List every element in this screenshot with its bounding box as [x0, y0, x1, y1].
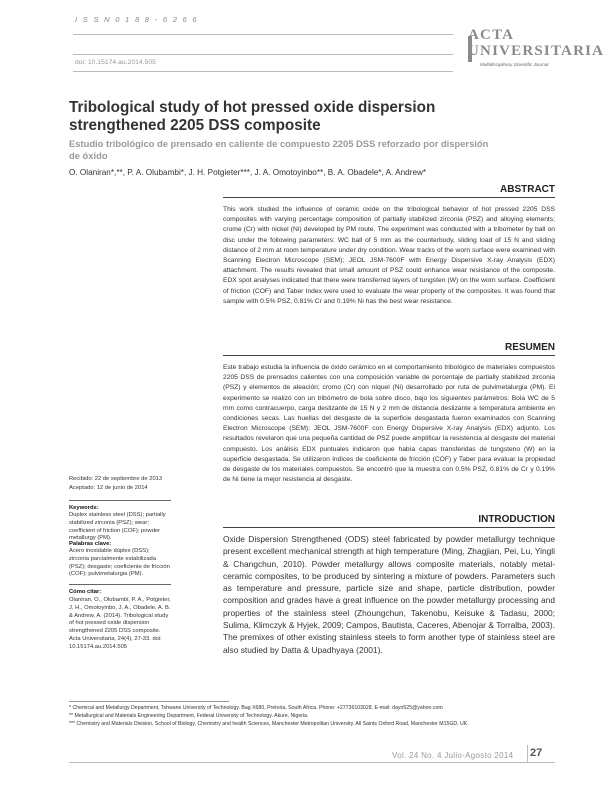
author-list: O. Olaniran*,**, P. A. Olubambi*, J. H. Potgieter***, J. A. Omotoyinbo**, B. A. Obadele*, A. Andrew* — [69, 168, 427, 177]
header-rule-bottom — [73, 71, 453, 72]
article-subtitle: Estudio tribológico de prensado en caliente de compuesto 2205 DSS reforzado por dispersión de óxido — [69, 138, 489, 161]
keywords-text: Duplex stainless steel (DSS); partially stabilized zirconia (PSZ); wear; coefficient of friction (COF); powder metallurgy (PM). — [69, 512, 166, 542]
logo-subtitle: Multidisciplinary Scientific Journal — [480, 62, 549, 67]
palabras-label: Palabras clave: — [69, 541, 112, 547]
resumen-heading: RESUMEN — [504, 342, 555, 353]
resumen-rule — [223, 355, 555, 356]
cite-text: Olaniran, O., Olubambi, P. A., Potgieter, J. H., Omotoyinbo, J. A., Obadele, A. B. & Andrew, A. (2014). Tribological study of hot pressed oxide dispersion strengthened 2205 DSS composite. Acta Universitaria, 24(4), 27-33. doi: 10.15174.au.2014.505 — [69, 597, 171, 650]
journal-logo — [468, 14, 605, 86]
abstract-rule — [223, 197, 555, 198]
received-date: Recibido: 22 de septiembre de 2013 — [69, 476, 163, 482]
footnote-3: *** Chemistry and Materials Division, School of Biology, Chemistry and health Sciences, Manchester Metropolitan University. All Saints Oxford Road, Manchester M15GD, UK. — [69, 721, 469, 727]
journal-issue-label: Vol. 24 No. 4 Julio-Agosto 2014 — [392, 751, 514, 760]
header-rule-middle — [73, 54, 453, 55]
introduction-text: Oxide Dispersion Strengthened (ODS) steel fabricated by powder metallurgy technique present excellent mechanical strength at high temperature (Ming, Zhagjian, Pei, Lu, Yingli & Changchun, 2010). Powder metallurgy allows composite materials, notably metal-ceramic composites, to be produced by sintering a mixture of powders. Parameters such as temperature and pressure, particle size and shape, particle distribution, powder composition and grades have a great influence on the powder metallurgy processing and properties of the stainless steel (Zhoungchun, Takenobu, Keisuke & Tadasu, 2000; Sulima, Klimczyk & Hyjek, 2009; Campos, Bautista, Caceres, Abenojar & Torralba, 2003). The premixes of other existing stainless steels to form another type of stainless steel are also studied by Datta & Upadhyaya (2001). — [223, 534, 555, 655]
abstract-heading: ABSTRACT — [500, 184, 555, 195]
footnote-1: * Chemical and Metallurgy Department, Tshwane University of Technology. Bag X680, Pretoria, South Africa. Phone: +27736103028. E-mail: dayo525@yahoo.com — [69, 705, 443, 711]
accepted-date: Aceptado: 12 de junio de 2014 — [69, 485, 148, 491]
footer-rule — [69, 762, 555, 763]
header-rule-top — [73, 34, 453, 35]
introduction-rule — [223, 527, 555, 528]
logo-top-text: ACTA — [468, 27, 515, 43]
resumen-text: Este trabajo estudia la influencia de óxido cerámico en el comportamiento tribológico de materiales compuestos 2205 DSS de prensados calientes con una composición variable de porcentaje de partially stabilized zirconia (PSZ) y elementos de aleación; cromo (Cr) con níquel (Ni) desarrollado por ruta de pulvimetalurgia (PM). El experimento se realizó con un tribómetro de bola sobre disco, bajo los siguientes parámetros: Bola WC de 5 mm como contracuerpo, carga deslizante de 15 N y 2 mm de distancia deslizante a temperatura ambiente en condiciones secas. Las huellas del desgaste de la superficie desgastada fueron examinados con Scanning Electron Microscope (SEM); JEOL JSM-7600F con Energy Dispersive X-ray Analysis (EDX) adjunto. Los resultados revelaron que una pequeña cantidad de PSZ puede amplificar la resistencia al desgaste del material compuesto. Los análisis EDX puntuales indicaron que había capas transferidas de tungsteno (W) en la superficie desgastada. Se utilizaron índices de coeficiente de fricción (COF) y Taber para evaluar la propiedad de desgaste de los materiales compuestos. Se encontró que la muestra con 0.5% PSZ, 0.81% de Cr y 0.19% de Ni tiene la mejor resistencia al desgaste. — [223, 364, 555, 484]
cite-label: Cómo citar: — [69, 589, 102, 595]
doi-label: doi: 10.15174.au.2014.505 — [75, 59, 156, 66]
page-number: 27 — [530, 747, 543, 759]
sidebar-divider-cite — [69, 584, 171, 585]
issn-label: I S S N 0 1 8 8 - 6 2 6 6 — [75, 15, 199, 24]
footnote-rule — [69, 701, 229, 702]
abstract-text: This work studied the influence of ceramic oxide on the tribological behavior of hot pressed 2205 DSS composites with varying percentage composition of partially stabilized zirconia (PSZ) and alloying elements; crome (Cr) with nickel (Ni) developed by PM route. The experiment was conducted with a tribometer by ball on disc under the following parameters: WC ball of 5 mm as the counterbody, sliding load of 15 N and sliding distance of 2 mm at room temperature under dry condition. Wear tracks of the worn surface were examined with Scanning Electron Microscope (SEM); JEOL JSM-7600F with Energy Dispersive X-ray Analysis (EDX) attachment. The results revealed that small amount of PSZ could enhance wear resistance of the composite. EDX spot analyses indicated that there were transferred layers of tungsten (W) on the worn surface. Coefficient of friction (COF) and Taber Index were used to evaluate the wear property of the composites. It was found that sample with 0.5% PSZ, 0.81% Cr and 0.19% Ni has the best wear resistance. — [223, 206, 555, 305]
sidebar-divider-keywords — [69, 500, 171, 501]
introduction-heading: INTRODUCTION — [478, 514, 555, 525]
article-title: Tribological study of hot pressed oxide dispersion strengthened 2205 DSS composite — [69, 99, 436, 134]
palabras-text: Acero inoxidable dúplex (DSS); zirconia parcialmente estabilizada (PSZ); desgaste; coeficiente de fricción (COF); pulvimetalurgia (PM). — [69, 548, 170, 578]
keywords-label: Keywords: — [69, 505, 99, 511]
footnote-2: ** Metallurgical and Materials Engineering Department, Federal University of Technology. Akure, Nigeria. — [69, 713, 309, 719]
logo-bottom-text: UNIVERSITARIA — [468, 43, 605, 59]
